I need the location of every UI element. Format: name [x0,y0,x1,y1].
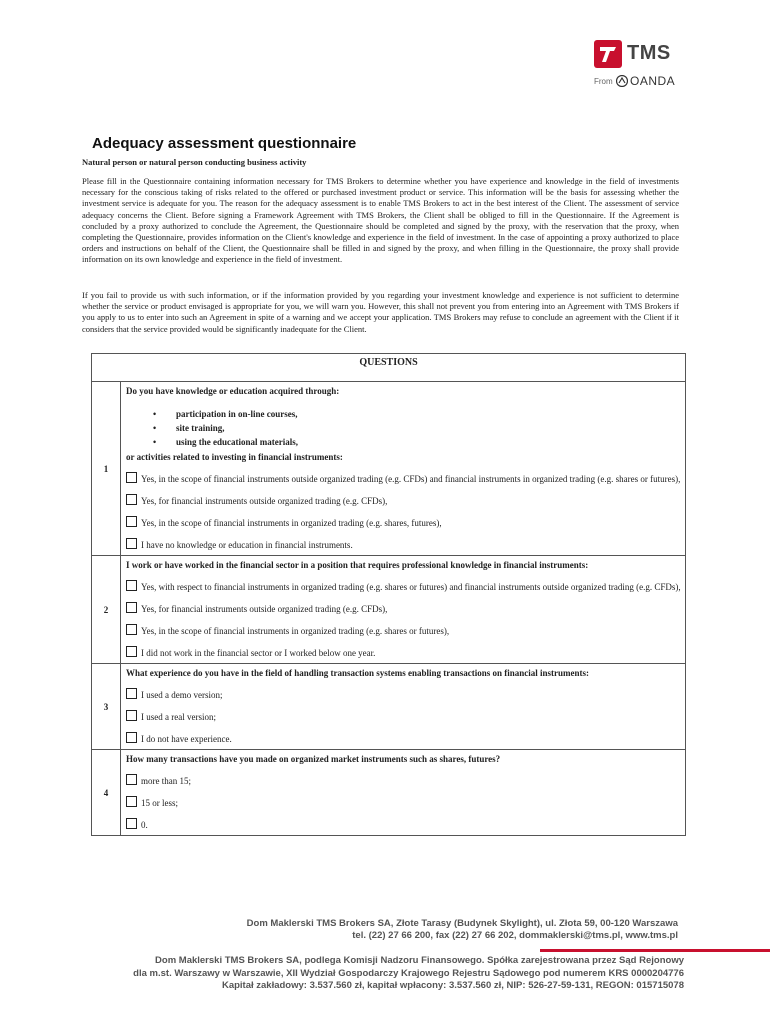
option-label: Yes, in the scope of financial instruments in organized trading (e.g. shares or futures), [141,626,450,636]
page-title: Adequacy assessment questionnaire [92,135,357,152]
bullet-list [126,407,681,449]
option-label: 0. [141,820,148,830]
answer-option [126,774,681,787]
table-header-row [92,354,686,382]
checkbox[interactable] [126,646,137,657]
bullet-item: • participation in on-line courses, [153,407,681,421]
footer-contact-line: tel. (22) 27 66 200, fax (22) 27 66 202, dommaklerski@tms.pl, www.tms.pl [352,930,678,941]
answer-option [126,580,681,593]
checkbox[interactable] [126,494,137,505]
question-text-continued: or activities related to investing in financial instruments: [126,452,343,462]
checkbox[interactable] [126,710,137,721]
footer-address-line: Dom Maklerski TMS Brokers SA, Złote Tarasy (Budynek Skylight), ul. Złota 59, 00-120 Warszawa [246,918,678,929]
bullet-item: • using the educational materials, [153,435,681,449]
table-header: QUESTIONS [92,354,686,382]
question-text: Do you have knowledge or education acquired through: [126,386,340,396]
partner-name: OANDA [630,74,676,88]
tms-logo-icon [594,40,622,68]
answer-option [126,646,681,659]
option-label: 15 or less; [141,798,178,808]
tms-logo [594,40,684,90]
question-text: What experience do you have in the field of handling transaction systems enabling transactions on financial instruments: [126,668,590,678]
page-subtitle: Natural person or natural person conducting business activity [82,157,307,167]
checkbox[interactable] [126,580,137,591]
option-label: Yes, in the scope of financial instruments outside organized trading (e.g. CFDs) and financial instruments in organized trading (e.g. shares or futures), [141,474,681,484]
answer-option [126,796,681,809]
question-content [121,382,686,556]
brand-name: TMS [627,42,671,64]
answer-option [126,688,681,701]
checkbox[interactable] [126,732,137,743]
question-row [92,382,686,556]
question-number: 2 [92,556,121,664]
answer-option [126,818,681,831]
option-label: Yes, with respect to financial instruments in organized trading (e.g. shares or futures) and financial instruments outside organized trading (e.g. CFDs), [141,582,681,592]
checkbox[interactable] [126,818,137,829]
option-label: more than 15; [141,776,191,786]
answer-option [126,472,681,485]
question-row [92,556,686,664]
question-content [121,556,686,664]
answer-option [126,732,681,745]
answer-option [126,494,681,507]
answer-option [126,516,681,529]
option-label: Yes, in the scope of financial instruments in organized trading (e.g. shares, futures), [141,518,442,528]
option-label: Yes, for financial instruments outside organized trading (e.g. CFDs), [141,604,388,614]
checkbox[interactable] [126,538,137,549]
oanda-icon [616,75,628,87]
bullet-item: • site training, [153,421,681,435]
checkbox[interactable] [126,688,137,699]
answer-option [126,624,681,637]
checkbox[interactable] [126,472,137,483]
question-row [92,664,686,750]
checkbox[interactable] [126,516,137,527]
checkbox[interactable] [126,774,137,785]
footer-legal-line: Dom Maklerski TMS Brokers SA, podlega Komisji Nadzoru Finansowego. Spółka zarejestrowana przez Sąd Rejonowy [155,955,684,966]
option-label: Yes, for financial instruments outside organized trading (e.g. CFDs), [141,496,388,506]
question-text: How many transactions have you made on organized market instruments such as shares, futures? [126,754,501,764]
checkbox[interactable] [126,796,137,807]
question-number: 3 [92,664,121,750]
question-text: I work or have worked in the financial sector in a position that requires professional knowledge in financial instruments: [126,560,589,570]
question-content [121,750,686,836]
warning-paragraph: If you fail to provide us with such information, or if the information provided by you regarding your investment knowledge and experience is not sufficient to determine whether the service or product envisaged is appropriate for you, we will warn you. However, this shall not prevent you from entering into an Agreement with TMS Brokers if you apply to us to enter into such an Agreement in spite of a warning and we accept your application. TMS Brokers may refuse to conclude an agreement with the Client if it considers that the service provided would be significantly inadequate for the Client. [82,290,679,334]
question-number: 4 [92,750,121,836]
option-label: I do not have experience. [141,734,232,744]
footer-legal-line: Kapitał zakładowy: 3.537.560 zł, kapitał wpłacony: 3.537.560 zł, NIP: 526-27-59-131, REGON: 015715078 [221,980,684,991]
question-number: 1 [92,382,121,556]
answer-option [126,538,681,551]
footer-legal-line: dla m.st. Warszawy w Warszawie, XII Wydział Gospodarczy Krajowego Rejestru Sądowego pod numerem KRS 0000204776 [133,967,684,979]
from-label: From [594,77,613,86]
checkbox[interactable] [126,624,137,635]
checkbox[interactable] [126,602,137,613]
option-label: I used a real version; [141,712,216,722]
option-label: I used a demo version; [141,690,223,700]
question-row [92,750,686,836]
intro-paragraph: Please fill in the Questionnaire containing information necessary for TMS Brokers to determine whether you have experience and knowledge in the field of investments necessary for the conscious taking of risks related to the offered or purchased investment product or service. This information will be the basis for assessing whether the investment service is adequate for you. The reason for the adequacy assessment is to enable TMS Brokers to act in the best interest of the Client. The assessment of service adequacy concerns the Client. Before signing a Framework Agreement with TMS Brokers, the Client shall be obliged to fill in the Questionnaire. If the Agreement is concluded by a proxy authorized to conclude the Agreement, the Questionnaire should be completed and signed by the proxy, with the reservation that the proxy, when completing the Questionnaire, provides information on the Client's knowledge and experience in the field of investment. In the case of appointing a proxy authorized to place orders and instructions on behalf of the Client, the Questionnaire shall be filled in and signed by the proxy, and when filling in the Questionnaire, the proxy shall provide information on its own knowledge and experience in the field of investment. [82,176,679,265]
option-label: I have no knowledge or education in financial instruments. [141,540,353,550]
question-content [121,664,686,750]
footer-address [247,918,678,942]
answer-option [126,602,681,615]
footer-divider [540,949,770,952]
option-label: I did not work in the financial sector or I worked below one year. [141,648,376,658]
questions-table [91,353,686,836]
footer-legal [133,955,684,993]
answer-option [126,710,681,723]
